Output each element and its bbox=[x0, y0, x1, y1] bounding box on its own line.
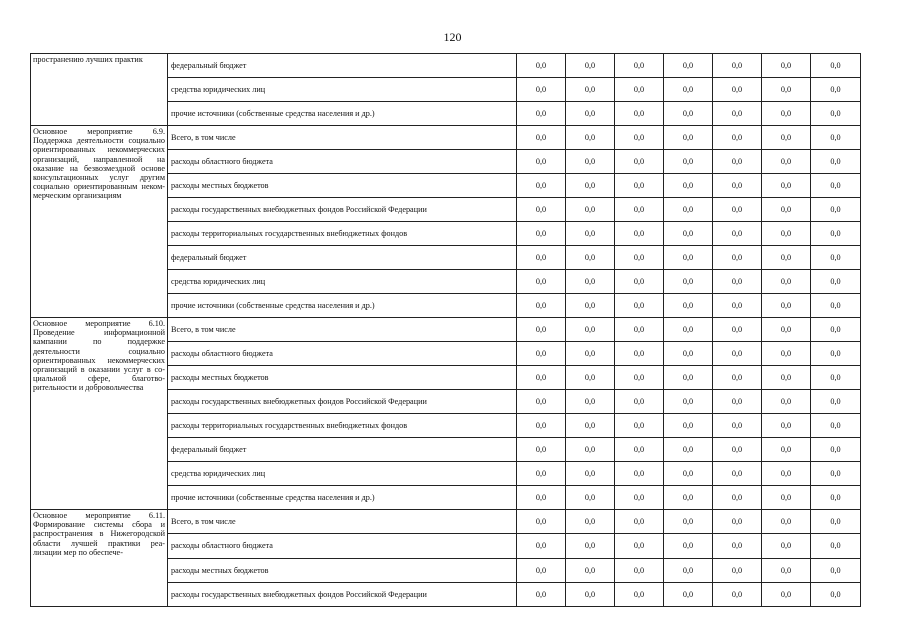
funding-source-cell: Всего, в том числе bbox=[168, 510, 517, 534]
funding-source-cell: прочие источники (собственные средства населения и др.) bbox=[168, 102, 517, 126]
table-row bbox=[31, 126, 861, 150]
value-cell: 0,0 bbox=[517, 438, 566, 462]
value-cell: 0,0 bbox=[762, 534, 811, 558]
funding-source-cell: средства юридических лиц bbox=[168, 270, 517, 294]
value-cell: 0,0 bbox=[762, 510, 811, 534]
value-cell: 0,0 bbox=[713, 174, 762, 198]
value-cell: 0,0 bbox=[811, 534, 861, 558]
value-cell: 0,0 bbox=[517, 294, 566, 318]
value-cell: 0,0 bbox=[566, 510, 615, 534]
value-cell: 0,0 bbox=[664, 150, 713, 174]
value-cell: 0,0 bbox=[762, 126, 811, 150]
value-cell: 0,0 bbox=[713, 462, 762, 486]
value-cell: 0,0 bbox=[664, 438, 713, 462]
value-cell: 0,0 bbox=[811, 294, 861, 318]
funding-source-cell: прочие источники (собственные средства населения и др.) bbox=[168, 486, 517, 510]
value-cell: 0,0 bbox=[664, 558, 713, 582]
value-cell: 0,0 bbox=[566, 342, 615, 366]
value-cell: 0,0 bbox=[713, 270, 762, 294]
value-cell: 0,0 bbox=[566, 222, 615, 246]
value-cell: 0,0 bbox=[615, 366, 664, 390]
value-cell: 0,0 bbox=[762, 414, 811, 438]
value-cell: 0,0 bbox=[762, 246, 811, 270]
value-cell: 0,0 bbox=[566, 246, 615, 270]
value-cell: 0,0 bbox=[664, 390, 713, 414]
value-cell: 0,0 bbox=[713, 150, 762, 174]
value-cell: 0,0 bbox=[664, 534, 713, 558]
value-cell: 0,0 bbox=[664, 510, 713, 534]
value-cell: 0,0 bbox=[811, 414, 861, 438]
value-cell: 0,0 bbox=[811, 222, 861, 246]
value-cell: 0,0 bbox=[762, 558, 811, 582]
value-cell: 0,0 bbox=[713, 414, 762, 438]
value-cell: 0,0 bbox=[811, 582, 861, 606]
funding-source-cell: федеральный бюджет bbox=[168, 246, 517, 270]
value-cell: 0,0 bbox=[517, 462, 566, 486]
value-cell: 0,0 bbox=[615, 318, 664, 342]
value-cell: 0,0 bbox=[517, 222, 566, 246]
value-cell: 0,0 bbox=[615, 534, 664, 558]
value-cell: 0,0 bbox=[664, 54, 713, 78]
value-cell: 0,0 bbox=[811, 342, 861, 366]
funding-source-cell: средства юридических лиц bbox=[168, 462, 517, 486]
value-cell: 0,0 bbox=[517, 582, 566, 606]
value-cell: 0,0 bbox=[517, 270, 566, 294]
value-cell: 0,0 bbox=[566, 558, 615, 582]
value-cell: 0,0 bbox=[811, 102, 861, 126]
value-cell: 0,0 bbox=[566, 198, 615, 222]
value-cell: 0,0 bbox=[713, 198, 762, 222]
value-cell: 0,0 bbox=[664, 270, 713, 294]
funding-source-cell: федеральный бюджет bbox=[168, 54, 517, 78]
value-cell: 0,0 bbox=[517, 102, 566, 126]
value-cell: 0,0 bbox=[664, 318, 713, 342]
value-cell: 0,0 bbox=[664, 342, 713, 366]
table-body bbox=[31, 54, 861, 607]
value-cell: 0,0 bbox=[517, 54, 566, 78]
value-cell: 0,0 bbox=[566, 126, 615, 150]
value-cell: 0,0 bbox=[762, 342, 811, 366]
value-cell: 0,0 bbox=[762, 78, 811, 102]
value-cell: 0,0 bbox=[811, 150, 861, 174]
funding-source-cell: расходы территориальных государственных внебюджетных фондов bbox=[168, 414, 517, 438]
value-cell: 0,0 bbox=[762, 462, 811, 486]
value-cell: 0,0 bbox=[566, 438, 615, 462]
value-cell: 0,0 bbox=[762, 54, 811, 78]
funding-source-cell: федеральный бюджет bbox=[168, 438, 517, 462]
funding-source-cell: расходы местных бюджетов bbox=[168, 558, 517, 582]
value-cell: 0,0 bbox=[664, 174, 713, 198]
value-cell: 0,0 bbox=[517, 78, 566, 102]
funding-source-cell: расходы территориальных государственных внебюджетных фондов bbox=[168, 222, 517, 246]
value-cell: 0,0 bbox=[615, 126, 664, 150]
value-cell: 0,0 bbox=[762, 270, 811, 294]
funding-source-cell: Всего, в том числе bbox=[168, 318, 517, 342]
value-cell: 0,0 bbox=[713, 582, 762, 606]
funding-source-cell: прочие источники (собственные средства населения и др.) bbox=[168, 294, 517, 318]
value-cell: 0,0 bbox=[566, 54, 615, 78]
value-cell: 0,0 bbox=[713, 534, 762, 558]
value-cell: 0,0 bbox=[664, 486, 713, 510]
value-cell: 0,0 bbox=[615, 102, 664, 126]
value-cell: 0,0 bbox=[615, 222, 664, 246]
value-cell: 0,0 bbox=[762, 174, 811, 198]
value-cell: 0,0 bbox=[713, 78, 762, 102]
value-cell: 0,0 bbox=[615, 198, 664, 222]
value-cell: 0,0 bbox=[713, 438, 762, 462]
funding-source-cell: расходы областного бюджета bbox=[168, 150, 517, 174]
value-cell: 0,0 bbox=[664, 462, 713, 486]
funding-source-cell: расходы государственных внебюджетных фондов Российской Федерации bbox=[168, 582, 517, 606]
value-cell: 0,0 bbox=[664, 294, 713, 318]
activity-cell: Основное мероприятие 6.9. Поддержка деятельности социально ориентированных некоммерческих организаций, направленной на оказание на безвозмездной основе консультационных услуг другим социально ориентированным некоммерческим организациям bbox=[31, 126, 168, 318]
value-cell: 0,0 bbox=[762, 150, 811, 174]
value-cell: 0,0 bbox=[811, 486, 861, 510]
value-cell: 0,0 bbox=[566, 78, 615, 102]
value-cell: 0,0 bbox=[664, 102, 713, 126]
value-cell: 0,0 bbox=[517, 558, 566, 582]
value-cell: 0,0 bbox=[517, 318, 566, 342]
funding-source-cell: расходы областного бюджета bbox=[168, 342, 517, 366]
funding-source-cell: расходы государственных внебюджетных фондов Российской Федерации bbox=[168, 198, 517, 222]
value-cell: 0,0 bbox=[615, 246, 664, 270]
funding-source-cell: расходы государственных внебюджетных фондов Российской Федерации bbox=[168, 390, 517, 414]
value-cell: 0,0 bbox=[811, 78, 861, 102]
value-cell: 0,0 bbox=[713, 390, 762, 414]
value-cell: 0,0 bbox=[811, 366, 861, 390]
value-cell: 0,0 bbox=[615, 414, 664, 438]
value-cell: 0,0 bbox=[615, 486, 664, 510]
value-cell: 0,0 bbox=[517, 126, 566, 150]
value-cell: 0,0 bbox=[811, 198, 861, 222]
value-cell: 0,0 bbox=[566, 366, 615, 390]
value-cell: 0,0 bbox=[811, 438, 861, 462]
value-cell: 0,0 bbox=[566, 486, 615, 510]
value-cell: 0,0 bbox=[615, 54, 664, 78]
activity-cell: Основное мероприятие 6.10. Проведение информационной кампании по поддержке деятельности социально ориентированных некоммерческих организаций в оказании услуг в социальной сфере, благотворительности и добровольчества bbox=[31, 318, 168, 510]
value-cell: 0,0 bbox=[811, 390, 861, 414]
funding-source-cell: расходы местных бюджетов bbox=[168, 174, 517, 198]
value-cell: 0,0 bbox=[566, 534, 615, 558]
value-cell: 0,0 bbox=[811, 462, 861, 486]
funding-source-cell: Всего, в том числе bbox=[168, 126, 517, 150]
table-row bbox=[31, 318, 861, 342]
value-cell: 0,0 bbox=[811, 270, 861, 294]
value-cell: 0,0 bbox=[566, 294, 615, 318]
budget-table bbox=[30, 53, 861, 607]
value-cell: 0,0 bbox=[713, 126, 762, 150]
value-cell: 0,0 bbox=[664, 222, 713, 246]
value-cell: 0,0 bbox=[664, 246, 713, 270]
value-cell: 0,0 bbox=[713, 294, 762, 318]
table-row bbox=[31, 54, 861, 78]
value-cell: 0,0 bbox=[615, 174, 664, 198]
value-cell: 0,0 bbox=[762, 198, 811, 222]
value-cell: 0,0 bbox=[517, 342, 566, 366]
value-cell: 0,0 bbox=[615, 78, 664, 102]
value-cell: 0,0 bbox=[762, 222, 811, 246]
value-cell: 0,0 bbox=[566, 318, 615, 342]
value-cell: 0,0 bbox=[713, 222, 762, 246]
value-cell: 0,0 bbox=[762, 366, 811, 390]
value-cell: 0,0 bbox=[664, 366, 713, 390]
value-cell: 0,0 bbox=[566, 174, 615, 198]
value-cell: 0,0 bbox=[517, 174, 566, 198]
value-cell: 0,0 bbox=[713, 318, 762, 342]
value-cell: 0,0 bbox=[615, 558, 664, 582]
value-cell: 0,0 bbox=[517, 150, 566, 174]
value-cell: 0,0 bbox=[762, 486, 811, 510]
page-number: 120 bbox=[443, 30, 462, 44]
value-cell: 0,0 bbox=[615, 582, 664, 606]
value-cell: 0,0 bbox=[615, 510, 664, 534]
value-cell: 0,0 bbox=[811, 126, 861, 150]
table-row bbox=[31, 510, 861, 534]
value-cell: 0,0 bbox=[615, 390, 664, 414]
value-cell: 0,0 bbox=[566, 414, 615, 438]
value-cell: 0,0 bbox=[615, 342, 664, 366]
value-cell: 0,0 bbox=[615, 438, 664, 462]
value-cell: 0,0 bbox=[762, 582, 811, 606]
value-cell: 0,0 bbox=[664, 582, 713, 606]
value-cell: 0,0 bbox=[762, 390, 811, 414]
value-cell: 0,0 bbox=[713, 510, 762, 534]
value-cell: 0,0 bbox=[615, 462, 664, 486]
value-cell: 0,0 bbox=[566, 270, 615, 294]
value-cell: 0,0 bbox=[811, 174, 861, 198]
value-cell: 0,0 bbox=[615, 270, 664, 294]
value-cell: 0,0 bbox=[762, 438, 811, 462]
activity-cell: пространению лучших практик bbox=[31, 54, 168, 126]
value-cell: 0,0 bbox=[713, 486, 762, 510]
value-cell: 0,0 bbox=[811, 510, 861, 534]
value-cell: 0,0 bbox=[762, 294, 811, 318]
value-cell: 0,0 bbox=[811, 54, 861, 78]
value-cell: 0,0 bbox=[664, 78, 713, 102]
value-cell: 0,0 bbox=[517, 390, 566, 414]
value-cell: 0,0 bbox=[517, 510, 566, 534]
value-cell: 0,0 bbox=[713, 558, 762, 582]
value-cell: 0,0 bbox=[664, 198, 713, 222]
value-cell: 0,0 bbox=[713, 102, 762, 126]
value-cell: 0,0 bbox=[811, 246, 861, 270]
value-cell: 0,0 bbox=[713, 342, 762, 366]
value-cell: 0,0 bbox=[517, 366, 566, 390]
funding-source-cell: расходы местных бюджетов bbox=[168, 366, 517, 390]
value-cell: 0,0 bbox=[517, 414, 566, 438]
value-cell: 0,0 bbox=[566, 462, 615, 486]
value-cell: 0,0 bbox=[517, 534, 566, 558]
value-cell: 0,0 bbox=[566, 102, 615, 126]
value-cell: 0,0 bbox=[713, 246, 762, 270]
value-cell: 0,0 bbox=[713, 366, 762, 390]
activity-cell: Основное мероприятие 6.11. Формирование системы сбора и распространения в Нижегородской области лучшей практики реализации мер по обеспече- bbox=[31, 510, 168, 607]
funding-source-cell: расходы областного бюджета bbox=[168, 534, 517, 558]
value-cell: 0,0 bbox=[664, 126, 713, 150]
funding-source-cell: средства юридических лиц bbox=[168, 78, 517, 102]
value-cell: 0,0 bbox=[566, 390, 615, 414]
value-cell: 0,0 bbox=[811, 318, 861, 342]
value-cell: 0,0 bbox=[664, 414, 713, 438]
value-cell: 0,0 bbox=[566, 582, 615, 606]
value-cell: 0,0 bbox=[762, 318, 811, 342]
value-cell: 0,0 bbox=[566, 150, 615, 174]
value-cell: 0,0 bbox=[615, 294, 664, 318]
value-cell: 0,0 bbox=[713, 54, 762, 78]
value-cell: 0,0 bbox=[517, 198, 566, 222]
value-cell: 0,0 bbox=[762, 102, 811, 126]
value-cell: 0,0 bbox=[517, 486, 566, 510]
value-cell: 0,0 bbox=[517, 246, 566, 270]
value-cell: 0,0 bbox=[811, 558, 861, 582]
value-cell: 0,0 bbox=[615, 150, 664, 174]
